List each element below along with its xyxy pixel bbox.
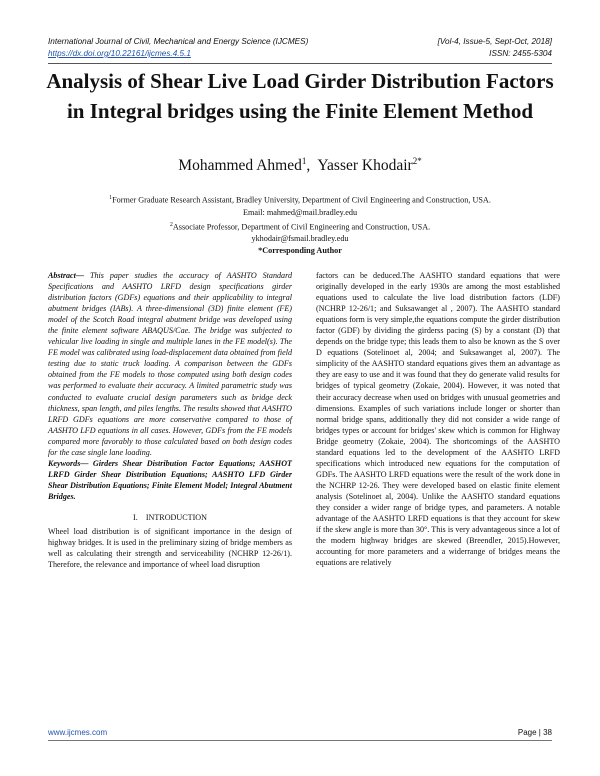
email-2: ykhodair@fsmail.bradley.edu (251, 234, 349, 244)
author-2: Yasser Khodair (317, 157, 413, 175)
keywords-text: Girders Shear Distribution Factor Equations; AASHOT LRFD Girder Shear Distribution Equations; AASHTO LFD Girder Shear Distribution Equations; Finite Element Model; Integral Abutment Bridges. (48, 458, 292, 501)
keywords (48, 458, 292, 502)
page-footer (48, 728, 552, 737)
keywords-label: Keywords— (48, 458, 89, 468)
intro-paragraph: Wheel load distribution is of significant importance in the design of highway bridges. It is used in the preliminary sizing of bridge members as well as calculating their strength and serviceability (NCHRP 12-26/1). Therefore, the relevance and importance of wheel load disruption (48, 527, 292, 570)
paper-title: Analysis of Shear Live Load Girder Distribution Factors in Integral bridges using the Finite Element Method (46, 69, 554, 123)
abstract-text: This paper studies the accuracy of AASHTO Standard Specifications and AASHTO LRFD design specifications girder distribution factors (GDFs) equations and their applicability to integral abutment bridges (IABs). A three-dimensional (3D) finite element (FE) model of the Scotch Road integral abutment bridge was developed using the finite element software ABAQUS/Cae. The bridge was subjected to vehicular live loading in single and multiple lanes in the FE model(s). The FE model was calibrated using load-displacement data obtained from field testing due to static truck loading. A comparison between the GDFs obtained from the FE models to those computed using both design codes was performed to evaluate their accuracy. A limited parametric study was conducted to evaluate crucial design parameters such as bridge deck thickness, span length, and piles lengths. The results showed that AASHTO LRFD GDFs equations are more conservative compared to those of AASHTO LFD equations in all cases. However, GDFs from the FE models compared more favorably to those calculated based on both design codes for the case single lane loading. (48, 271, 292, 457)
issue-info: [Vol-4, Issue-5, Sept-Oct, 2018] (437, 37, 552, 46)
abstract-label: Abstract— (48, 271, 84, 280)
affiliation-2: Associate Professor, Department of Civil Engineering and Construction, USA. (172, 222, 431, 232)
section-heading (48, 512, 292, 523)
affiliation-1: Former Graduate Research Assistant, Bradley University, Department of Civil Engineering and Construction, USA. (112, 195, 491, 205)
right-column (316, 270, 560, 568)
left-column (48, 270, 292, 570)
email-1: Email: mahmed@mail.bradley.edu (242, 207, 358, 217)
journal-website-link[interactable]: www.ijcmes.com (48, 728, 108, 737)
affiliation-2-mark: 2 (169, 221, 173, 228)
header-divider (48, 63, 552, 64)
section-number: I. (133, 512, 138, 522)
affiliation-1-mark: 1 (109, 195, 113, 201)
footer-divider (48, 740, 552, 741)
issn: ISSN: 2455-5304 (489, 49, 552, 58)
author-1: Mohammed Ahmed (178, 157, 302, 175)
affiliations (40, 192, 560, 257)
journal-name: International Journal of Civil, Mechanical and Energy Science (IJCMES) (48, 37, 309, 46)
section-title: INTRODUCTION (145, 512, 207, 522)
running-header (48, 36, 552, 60)
page-number: Page | 38 (517, 728, 552, 737)
author-2-mark: 2* (412, 156, 422, 166)
corresponding-author: *Corresponding Author (258, 246, 342, 256)
doi-link[interactable]: https://dx.doi.org/10.22161/ijcmes.4.5.1 (48, 49, 191, 58)
author-line: Mohammed Ahmed$^1$, Yasser Khodair$^{2*}$ (178, 156, 422, 175)
abstract (48, 270, 292, 458)
body-paragraph: factors can be deduced.The AASHTO standard equations that were originally developed in the early 1930s are among the most established equations used to calculate the live load distribution factors (LDF) (NCHRP 12-26/1; and Suksawanget al , 2007). The AASHTO standard equations form is very simple,the equations compute the girder distribution factor (GDF) by dividing the girderss pacing (S) by a constant (D) that depends on the bridge type; this leads them to also be known as the S over D equations (Sotelinoet al, 2004; and Suksawanget al, 2007). The simplicity of the AASHTO standard equations gives them an advantage as they are easy to use and it was found that they do generate valid results for bridges of typical geometry (Zokaie, 2004). However, it was noted that their accuracy decrease when used on bridges with unusual geometries and dimensions. Examples of such variations include longer or shorter than normal bridge spans, additionally they did not consider a wide range of bridges types or account for bridges' skew which is common for Highway Bridge geometry (Zokaie, 2004). The shortcomings of the AASHTO standard equations led to the development of the AASHTO LRFD specifications which introduced new equations for the computation of GDFs. The AASHTO LRFD equations were the result of the work done in the NCHRP 12-26. They were developed based on elastic finite element analysis (Sotelinoet al, 2004). Unlike the AASHTO standard equations they consider a wider range of bridge types, and parameters. A notable advantage of the AASHTO LRFD equations is that they account for skew if the skew angle is more than 30°. This is very advantageous since a lot of the modern highway bridges are skewed (Breendler, 2015).However, accounting for more parameters and a widerrange of bridges means the equations are relatively (316, 271, 560, 568)
author-1-mark: 1 (301, 156, 307, 166)
